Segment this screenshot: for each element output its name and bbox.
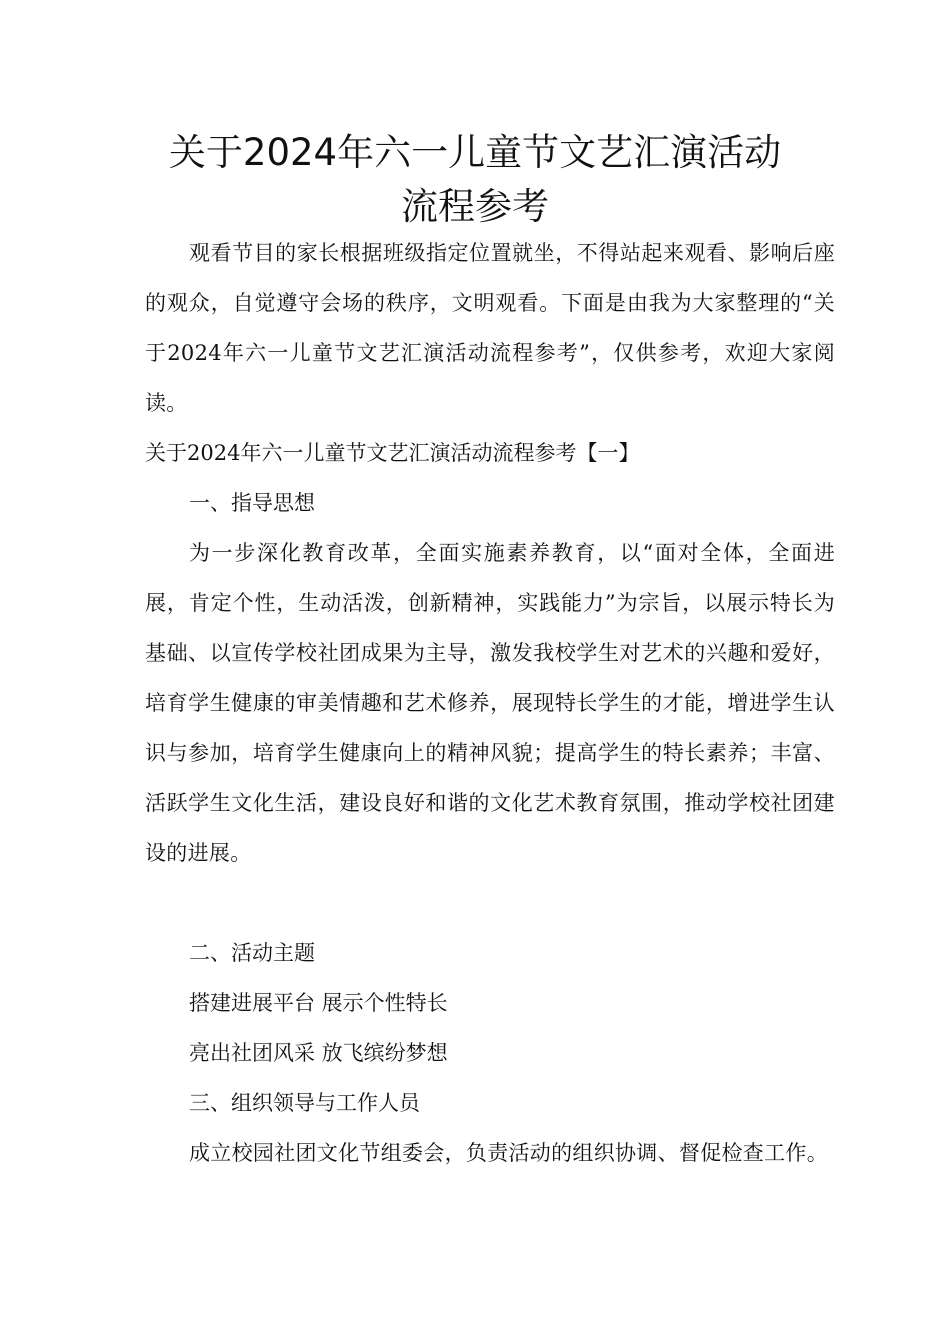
document-body <box>145 228 835 1178</box>
section2-heading: 二、活动主题 <box>189 941 315 965</box>
section1-heading: 一、指导思想 <box>189 491 315 515</box>
theme-line1: 搭建进展平台 展示个性特长 <box>189 991 448 1015</box>
document-title-line1: 关于2024年六一儿童节文艺汇演活动 <box>168 131 782 174</box>
blank-spacer <box>145 878 835 928</box>
section1-paragraph: 为一步深化教育改革，全面实施素养教育，以“面对全体，全面进展，肯定个性，生动活泼，创新精神，实践能力”为宗旨，以展示特长为基础、以宣传学校社团成果为主导，激发我校学生对艺术的兴趣和爱好，培育学生健康的审美情趣和艺术修养，展现特长学生的才能，增进学生认识与参加，培育学生健康向上的精神风貌；提高学生的特长素养；丰富、活跃学生文化生活，建设良好和谐的文化艺术教育氛围，推动学校社团建设的进展。 <box>145 541 835 865</box>
document-title-line2: 流程参考 <box>401 185 549 228</box>
intro-paragraph: 观看节目的家长根据班级指定位置就坐，不得站起来观看、影响后座的观众，自觉遵守会场的秩序，文明观看。下面是由我为大家整理的“关于2024年六一儿童节文艺汇演活动流程参考”，仅供参考，欢迎大家阅读。 <box>145 241 835 415</box>
section3-heading: 三、组织领导与工作人员 <box>189 1091 420 1115</box>
section3-paragraph: 成立校园社团文化节组委会，负责活动的组织协调、督促检查工作。 <box>189 1141 828 1165</box>
theme-line2: 亮出社团风采 放飞缤纷梦想 <box>189 1041 448 1065</box>
section-subtitle: 关于2024年六一儿童节文艺汇演活动流程参考【一】 <box>145 441 640 465</box>
